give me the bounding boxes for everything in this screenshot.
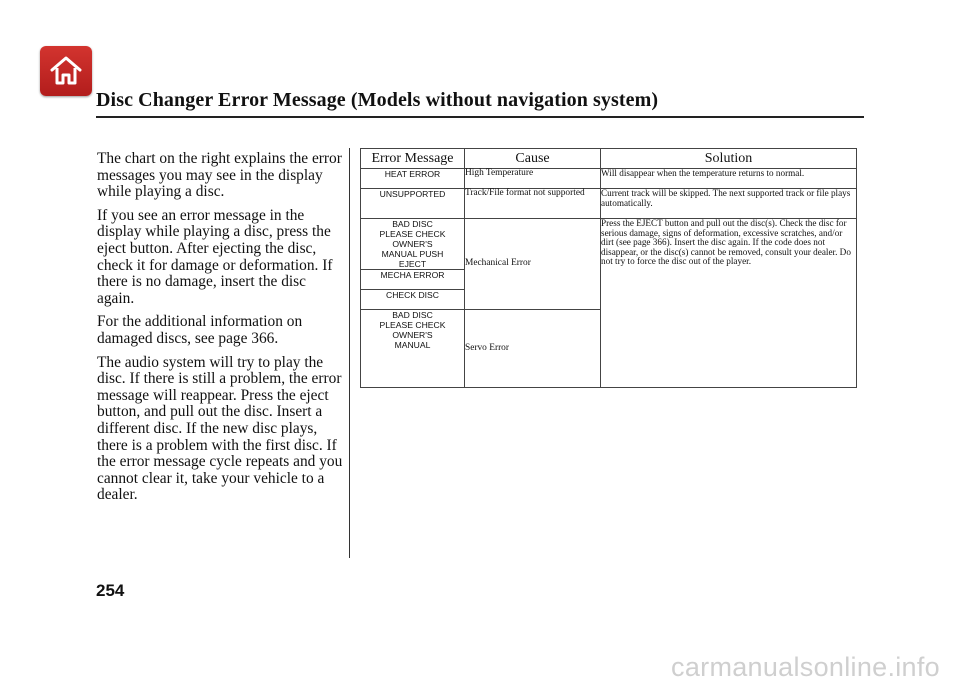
error-message-line: HEAT ERROR [384,169,441,179]
error-message-cell [361,310,465,388]
header-error-message: Error Message [361,149,465,169]
cause-cell [465,219,601,310]
table-row [361,189,857,219]
header-cause: Cause [465,149,601,169]
error-message-line: PLEASE CHECK [379,229,446,239]
cause-text: Servo Error [465,342,509,353]
title-divider [96,116,864,118]
error-message-cell [361,189,465,219]
error-message-line: UNSUPPORTED [379,189,446,199]
solution-cell: Will disappear when the temperature returns to normal. [601,169,857,189]
table-header-row [361,149,857,169]
cause-cell [465,310,601,388]
intro-paragraph-3: For the additional information on damaged discs, see page 366. [97,313,303,347]
cause-cell: High Temperature [465,169,601,189]
table-row [361,219,857,270]
error-message-line: MANUAL PUSH [381,249,444,259]
error-message-cell [361,270,465,290]
error-message-line: EJECT [398,259,427,269]
error-message-line: BAD DISC [392,219,433,229]
home-button[interactable] [40,46,92,96]
intro-paragraph-2: If you see an error message in the display while playing a disc, press the eject button. After ejecting the disc, check it for damage or deformation. If there is no damage, insert the disc again. [97,206,333,307]
cause-text: Mechanical Error [465,258,531,269]
error-message-line: BAD DISC [392,310,433,320]
cause-cell: Track/File format not supported [465,189,601,219]
error-message-line: PLEASE CHECK [379,320,446,330]
intro-text [97,151,345,511]
error-message-cell [361,169,465,189]
error-message-line: CHECK DISC [385,290,439,300]
table-row [361,169,857,189]
page-title: Disc Changer Error Message (Models without navigation system) [96,89,659,111]
column-divider [349,148,350,558]
error-message-line: MECHA ERROR [380,270,445,280]
intro-paragraph-4: The audio system will try to play the disc. If there is still a problem, the error message will reappear. Press the eject button, and pull out the disc. Insert a different disc. If the new disc plays, there is a problem with the first disc. If the error message cycle repeats and you cannot clear it, take your vehicle to a dealer. [97,353,343,504]
page-number: 254 [96,581,125,600]
error-message-line: OWNER'S [392,330,433,340]
watermark: carmanualsonline.info [671,652,940,682]
solution-cell: Current track will be skipped. The next supported track or file plays automatically. [601,189,857,219]
error-message-line: MANUAL [394,340,431,350]
error-message-cell [361,219,465,270]
error-message-cell [361,290,465,310]
error-message-line: OWNER'S [392,239,433,249]
error-message-table [360,148,857,388]
solution-cell: Press the EJECT button and pull out the disc(s). Check the disc for serious damage, signs of deformation, excessive scratches, and/or dirt (see page 366). Insert the disc again. If the code does not disappear, or the disc(s) cannot be removed, consult your dealer. Do not try to force the disc out of the player. [601,219,857,388]
home-icon [48,53,84,89]
header-solution: Solution [601,149,857,169]
intro-paragraph-1: The chart on the right explains the error messages you may see in the display while playing a disc. [97,150,342,201]
